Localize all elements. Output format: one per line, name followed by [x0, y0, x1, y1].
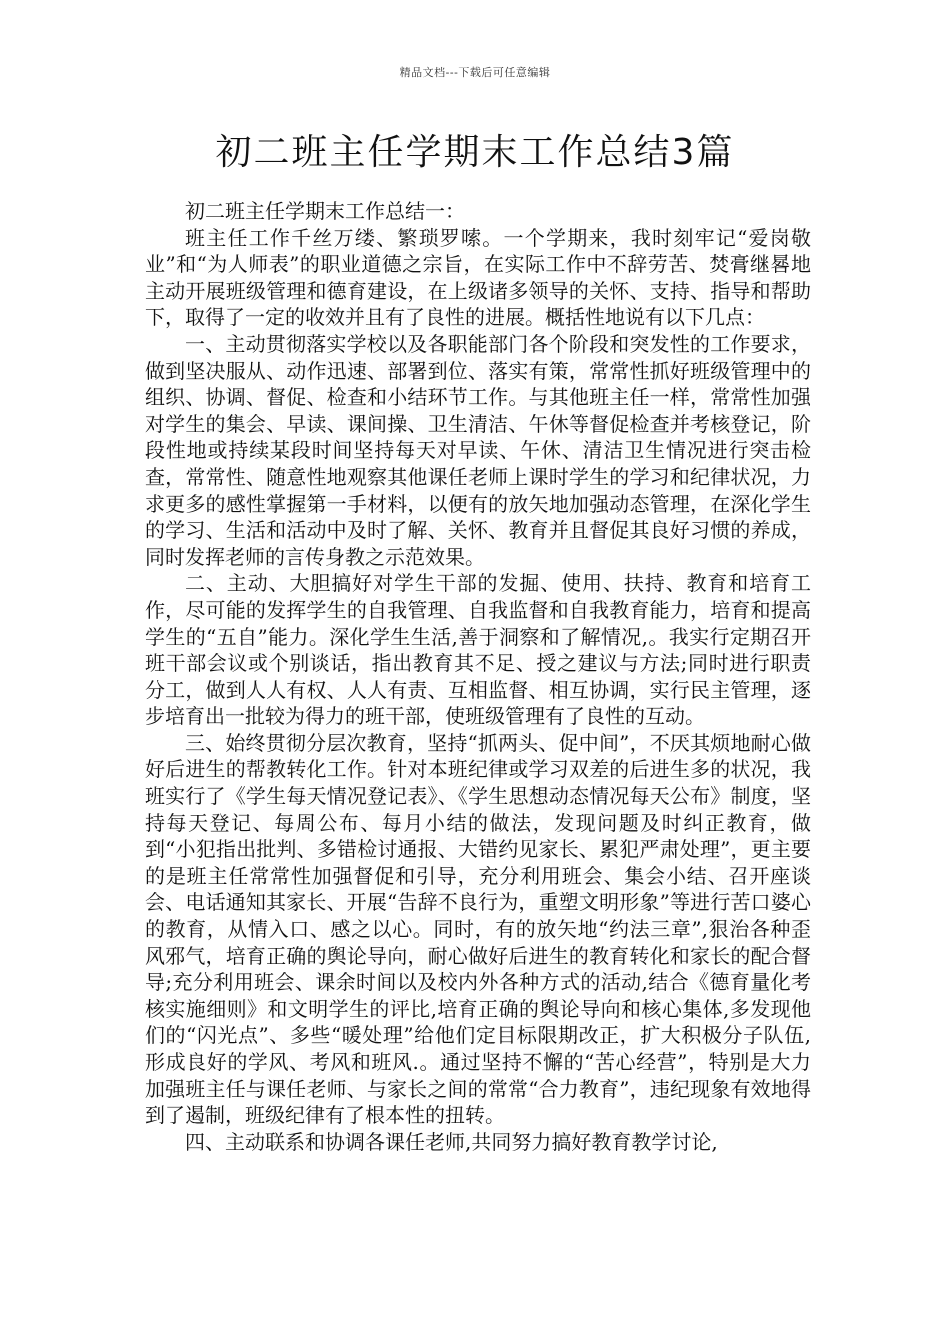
page-header-note: 精品文档---下载后可任意编辑 [399, 66, 551, 79]
paragraph-point-3: 三、始终贯彻分层次教育，坚持“抓两头、促中间”，不厌其烦地耐心做好后进生的帮教转化工作。针对本班纪律或学习双差的后进生多的状况，我班实行了《学生每天情况登记表》、《学生思想动态情况每天公布》制度，坚持每天登记、每周公布、每月小结的做法，发现问题及时纠正教育，做到“小犯指出批判、多错检讨通报、大错约见家长、累犯严肃处理”，更主要的是班主任常常性加强督促和引导，充分利用班会、集会小结、召开座谈会、电话通知其家长、开展“告辞不良行为，重塑文明形象”等进行苦口婆心的教育，从情入口、感之以心。同时，有的放矢地“约法三章”,狠治各种歪风邪气，培育正确的舆论导向，耐心做好后进生的教育转化和家长的配合督导;充分利用班会、课余时间以及校内外各种方式的活动,结合《德育量化考核实施细则》和文明学生的评比,培育正确的舆论导向和核心集体,多发现他们的“闪光点”、多些“暖处理”给他们定目标限期改正，扩大积极分子队伍,形成良好的学风、考风和班风.。通过坚持不懈的“苦心经营”，特别是大力加强班主任与课任老师、与家长之间的常常“合力教育”，违纪现象有效地得到了遏制，班级纪律有了根本性的扭转。 [145, 730, 811, 1128]
document-body [145, 198, 811, 1155]
paragraph-point-2: 二、主动、大胆搞好对学生干部的发掘、使用、扶持、教育和培育工作，尽可能的发挥学生的自我管理、自我监督和自我教育能力，培育和提高学生的“五自”能力。深化学生生活,善于洞察和了解情况,。我实行定期召开班干部会议或个别谈话，指出教育其不足、授之建议与方法;同时进行职责分工，做到人人有权、人人有责、互相监督、相互协调，实行民主管理，逐步培育出一批较为得力的班干部，使班级管理有了良性的互动。 [145, 571, 811, 729]
paragraph-point-1: 一、主动贯彻落实学校以及各职能部门各个阶段和突发性的工作要求，做到坚决服从、动作迅速、部署到位、落实有策，常常性抓好班级管理中的组织、协调、督促、检查和小结环节工作。与其他班主任一样，常常性加强对学生的集会、早读、课间操、卫生清洁、午休等督促检查并考核登记，阶段性地或持续某段时间坚持每天对早读、午休、清洁卫生情况进行突击检查，常常性、随意性地观察其他课任老师上课时学生的学习和纪律状况，力求更多的感性掌握第一手材料，以便有的放矢地加强动态管理，在深化学生的学习、生活和活动中及时了解、关怀、教育并且督促其良好习惯的养成，同时发挥老师的言传身教之示范效果。 [145, 331, 811, 569]
section-subtitle: 初二班主任学期末工作总结一： [185, 199, 465, 223]
document-title: 初二班主任学期末工作总结3篇 [215, 132, 735, 173]
paragraph-point-4: 四、主动联系和协调各课任老师,共同努力搞好教育教学讨论, [185, 1129, 718, 1154]
paragraph-intro: 班主任工作千丝万缕、繁琐罗嗦。一个学期来，我时刻牢记“爱岗敬业”和“为人师表”的职业道德之宗旨，在实际工作中不辞劳苦、焚膏继晷地主动开展班级管理和德育建设，在上级诸多领导的关怀、支持、指导和帮助下，取得了一定的收效并且有了良性的进展。概括性地说有以下几点： [145, 225, 811, 330]
